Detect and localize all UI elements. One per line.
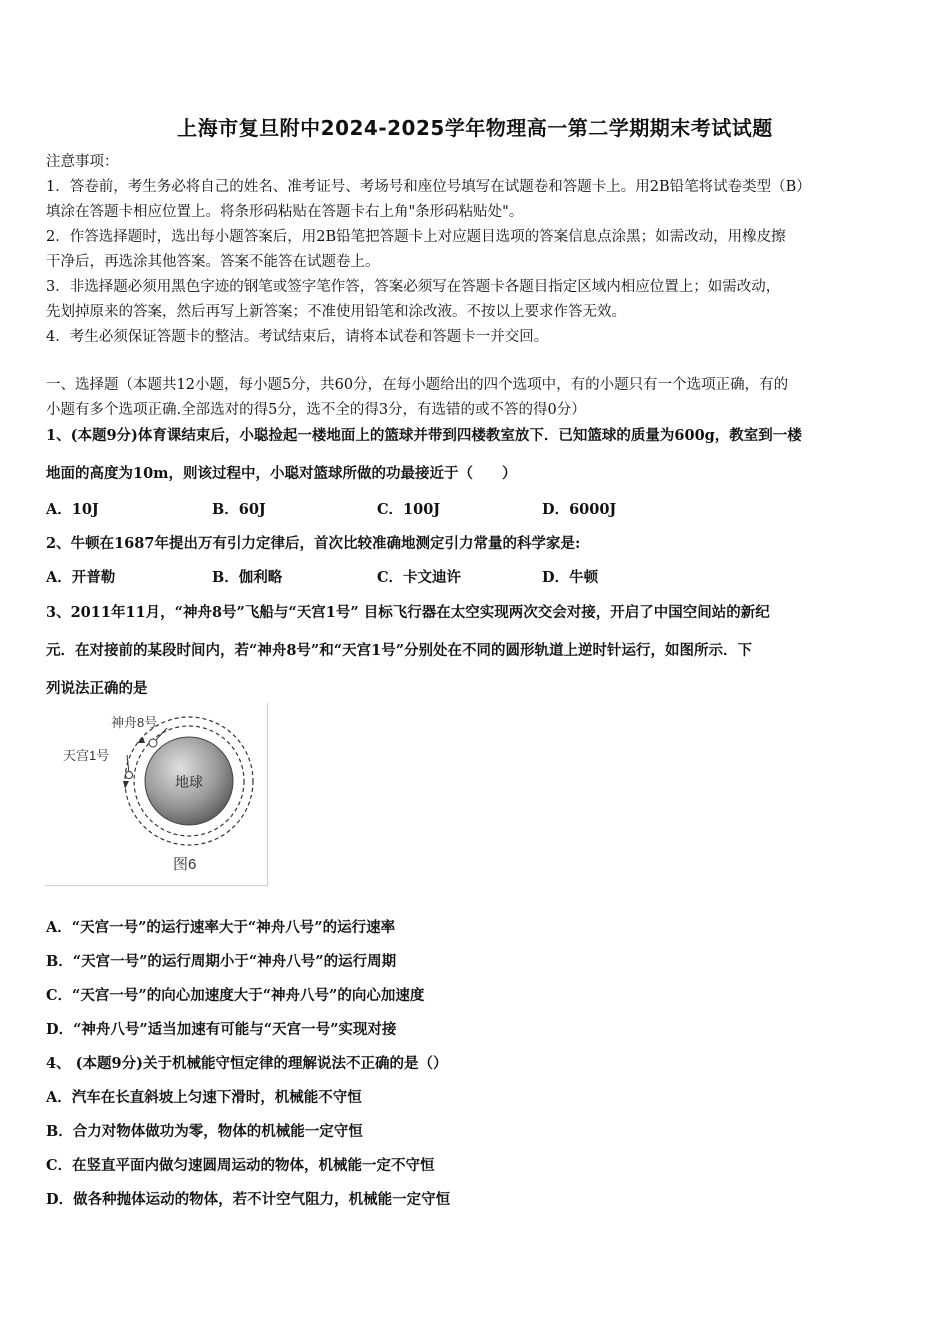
notice-line: 干净后，再选涂其他答案。答案不能答在试题卷上。 <box>46 254 380 270</box>
shenzhou-label: 神舟8号 <box>111 715 158 730</box>
question-2: 2、牛顿在1687年提出万有引力定律后，首次比较准确地测定引力常量的科学家是: <box>46 535 581 552</box>
figure-caption: 图6 <box>173 856 197 873</box>
notice-heading: 注意事项： <box>46 154 119 170</box>
question-1-line: 地面的高度为10m，则该过程中，小聪对篮球所做的功最接近于（ ） <box>46 465 517 482</box>
question-3-option-c: C．“天宫一号”的向心加速度大于“神舟八号”的向心加速度 <box>46 987 425 1004</box>
notice-line: 2．作答选择题时，选出每小题答案后，用2B铅笔把答题卡上对应题目选项的答案信息点涂黑；如需改动，用橡皮擦 <box>46 229 786 245</box>
option-c: C．卡文迪许 <box>377 569 462 586</box>
direction-arrow-icon <box>123 781 129 789</box>
section-line: 小题有多个选项正确.全部选对的得5分，选不全的得3分，有选错的或不答的得0分） <box>46 402 586 418</box>
option-d: D．牛顿 <box>542 569 599 586</box>
earth-label: 地球 <box>175 774 203 790</box>
notice-line: 4．考生必须保证答题卡的整洁。考试结束后，请将本试卷和答题卡一并交回。 <box>46 329 549 345</box>
question-1 <box>46 419 910 453</box>
notice-line: 1．答卷前，考生务必将自己的姓名、准考证号、考场号和座位号填写在试题卷和答题卡上。用2B铅笔将试卷类型（B） <box>46 179 811 195</box>
tiangong-label: 天宫1号 <box>63 748 110 763</box>
question-1-cont <box>46 457 910 491</box>
question-3-line: 列说法正确的是 <box>46 680 148 697</box>
notice-line: 3．非选择题必须用黑色字迹的钢笔或签字笔作答，答案必须写在答题卡各题目指定区域内相应位置上；如需改动， <box>46 279 781 295</box>
question-3-line: 元．在对接前的某段时间内，若“神舟8号”和“天宫1号”分别处在不同的圆形轨道上逆时针运行，如图所示．下 <box>46 642 753 659</box>
option-b: B．60J <box>212 501 266 518</box>
option-b: B．伽利略 <box>212 569 283 586</box>
section-header <box>46 373 910 423</box>
orbit-diagram <box>45 703 267 885</box>
tiangong-craft-icon <box>126 772 133 779</box>
option-a: A．10J <box>46 501 99 518</box>
question-4-option-d: D．做各种抛体运动的物体，若不计空气阻力，机械能一定守恒 <box>46 1191 451 1208</box>
question-1-line: 1、(本题9分)体育课结束后，小聪捡起一楼地面上的篮球并带到四楼教室放下．已知篮球的质量为600g，教室到一楼 <box>46 427 802 444</box>
option-a: A．开普勒 <box>46 569 116 586</box>
question-4-option-b: B．合力对物体做功为零，物体的机械能一定守恒 <box>46 1123 363 1140</box>
section-line: 一、选择题（本题共12小题，每小题5分，共60分，在每小题给出的四个选项中，有的小题只有一个选项正确，有的 <box>46 377 789 393</box>
question-3-option-a: A．“天宫一号”的运行速率大于“神舟八号”的运行速率 <box>46 919 396 936</box>
question-3-option-d: D．“神舟八号”适当加速有可能与“天宫一号”实现对接 <box>46 1021 397 1038</box>
question-3-option-b: B．“天宫一号”的运行周期小于“神舟八号”的运行周期 <box>46 953 397 970</box>
question-4-option-a: A．汽车在长直斜坡上匀速下滑时，机械能不守恒 <box>46 1089 362 1106</box>
question-4: 4、 (本题9分)关于机械能守恒定律的理解说法不正确的是（） <box>46 1055 448 1072</box>
notice-line: 先划掉原来的答案，然后再写上新答案；不准使用铅笔和涂改液。不按以上要求作答无效。 <box>46 304 626 320</box>
page-title: 上海市复旦附中2024-2025学年物理高一第二学期期末考试试题 <box>177 116 773 140</box>
notice-block <box>46 150 910 350</box>
option-d: D．6000J <box>542 501 617 518</box>
question-3 <box>46 594 910 708</box>
shenzhou-craft-icon <box>149 739 157 747</box>
notice-line: 填涂在答题卡相应位置上。将条形码粘贴在答题卡右上角"条形码粘贴处"。 <box>46 204 524 220</box>
question-3-line: 3、2011年11月，“神舟8号”飞船与“天宫1号” 目标飞行器在太空实现两次交会对接，开启了中国空间站的新纪 <box>46 604 770 621</box>
option-c: C．100J <box>377 501 441 518</box>
question-4-option-c: C．在竖直平面内做匀速圆周运动的物体，机械能一定不守恒 <box>46 1157 435 1174</box>
orbit-figure <box>45 703 268 886</box>
